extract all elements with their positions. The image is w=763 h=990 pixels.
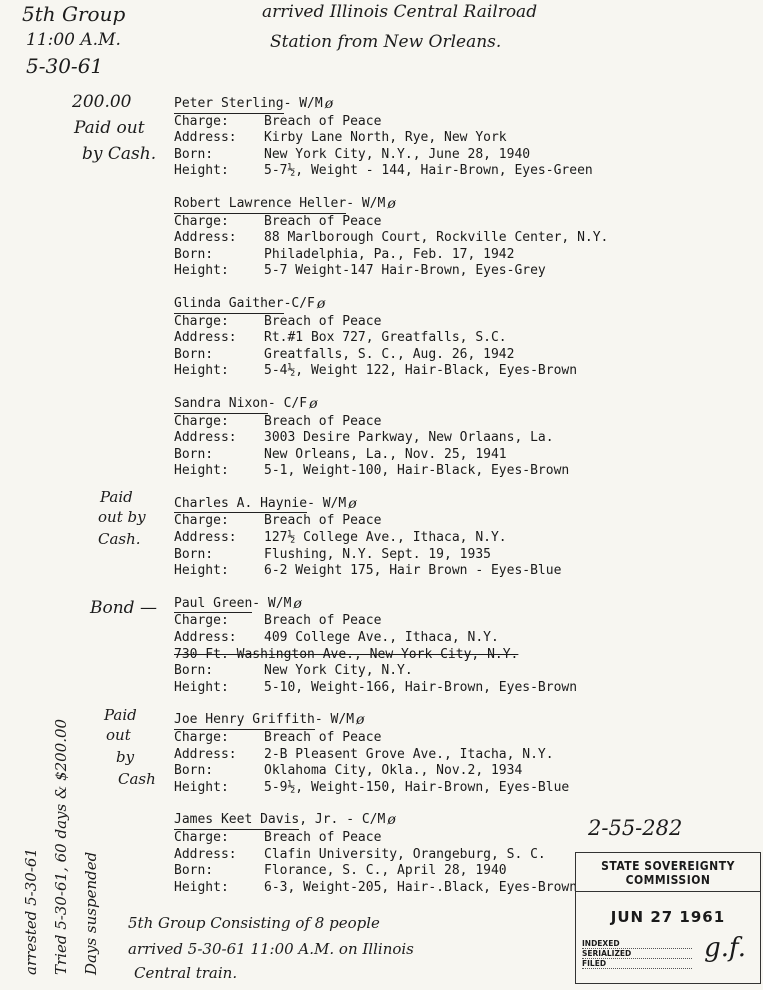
handwritten-date: 5-30-61 [26, 54, 104, 78]
record-gaither [174, 296, 674, 380]
footer-note-3: Central train. [134, 964, 238, 982]
record-charge: Breach of Peace [264, 613, 382, 629]
height-label: Height: [174, 363, 229, 379]
record-address-struck: 730 Ft. Washington Ave., New York City, N.Y. [174, 646, 519, 662]
record-born: New Orleans, La., Nov. 25, 1941 [264, 446, 507, 462]
record-sterling [174, 96, 674, 180]
record-born: New York City, N.Y. [264, 663, 413, 679]
note-griffith-by: by [116, 748, 135, 766]
height-label: Height: [174, 679, 229, 695]
born-label: Born: [174, 763, 214, 779]
file-number: 2-55-282 [588, 816, 683, 840]
record-race-sex: - C/F [267, 395, 308, 411]
record-address: Kirby Lane North, Rye, New York [264, 130, 507, 146]
record-mark: ø [356, 712, 365, 729]
note-haynie-paid: Paid [100, 488, 133, 506]
record-griffith [174, 712, 674, 796]
born-label: Born: [174, 346, 214, 362]
arrest-records [174, 96, 674, 912]
stamp-date: JUN 27 1961 [610, 908, 726, 926]
record-nixon [174, 396, 674, 480]
record-address: Rt.#1 Box 727, Greatfalls, S.C. [264, 330, 507, 346]
footer-note-1: 5th Group Consisting of 8 people [128, 914, 380, 932]
record-height: 6-2 Weight 175, Hair Brown - Eyes-Blue [264, 563, 562, 579]
charge-label: Charge: [174, 513, 229, 529]
charge-label: Charge: [174, 730, 229, 745]
record-born: Oklahoma City, Okla., Nov.2, 1934 [264, 763, 523, 779]
record-race-sex: - W/M [346, 195, 386, 211]
record-born: Florance, S. C., April 28, 1940 [264, 863, 507, 879]
record-address: 409 College Ave., Ithaca, N.Y. [264, 630, 499, 646]
charge-label: Charge: [174, 313, 229, 329]
charge-label: Charge: [174, 613, 229, 629]
height-label: Height: [174, 563, 229, 579]
note-green-bond: Bond — [90, 598, 157, 618]
record-name: Robert Lawrence Heller [174, 196, 346, 214]
note-griffith-out: out [106, 726, 131, 744]
charge-label: Charge: [174, 113, 229, 129]
record-born: New York City, N.Y., June 28, 1940 [264, 146, 531, 162]
record-mark: ø [387, 195, 396, 212]
record-name: Charles A. Haynie [174, 496, 307, 514]
stamp-initials: g.f. [704, 933, 746, 963]
address-label: Address: [174, 530, 237, 546]
commission-stamp [575, 852, 761, 984]
note-haynie-out: out by [98, 508, 146, 526]
born-label: Born: [174, 146, 214, 162]
stamp-fields [582, 939, 692, 969]
record-height: 5-1, Weight-100, Hair-Black, Eyes-Brown [264, 463, 570, 479]
note-griffith-cash: Cash [118, 770, 156, 788]
born-label: Born: [174, 446, 214, 462]
born-label: Born: [174, 246, 214, 262]
address-label: Address: [174, 846, 237, 862]
margin-tried: Tried 5-30-61, 60 days & $200.00 [52, 718, 70, 975]
record-height: 5-9½, Weight-150, Hair-Brown, Eyes-Blue [264, 779, 570, 795]
charge-label: Charge: [174, 213, 229, 229]
note-sterling-amount: 200.00 [72, 92, 132, 112]
record-height: 5-7 Weight-147 Hair-Brown, Eyes-Grey [264, 263, 546, 279]
note-haynie-cash: Cash. [98, 530, 141, 548]
record-race-sex: - W/M [314, 712, 355, 728]
record-height: 5-4½, Weight 122, Hair-Black, Eyes-Brown [264, 363, 578, 379]
record-mark: ø [316, 295, 326, 312]
footer-note-2: arrived 5-30-61 11:00 A.M. on Illinois [128, 940, 414, 958]
record-haynie [174, 496, 674, 580]
address-label: Address: [174, 230, 237, 246]
record-born: Greatfalls, S. C., Aug. 26, 1942 [264, 346, 515, 362]
record-name: Paul Green [174, 596, 252, 614]
record-born: Philadelphia, Pa., Feb. 17, 1942 [264, 246, 515, 262]
stamp-indexed: INDEXED [582, 939, 692, 949]
record-race-sex: , Jr. - C/M [299, 812, 386, 828]
note-sterling-paid: Paid out [74, 118, 145, 138]
address-label: Address: [174, 630, 237, 646]
record-height: 5-10, Weight-166, Hair-Brown, Eyes-Brown [264, 679, 578, 695]
charge-label: Charge: [174, 413, 229, 429]
record-born: Flushing, N.Y. Sept. 19, 1935 [264, 546, 491, 562]
born-label: Born: [174, 546, 214, 562]
height-label: Height: [174, 463, 229, 479]
margin-arrested: arrested 5-30-61 [22, 848, 40, 975]
record-name: Sandra Nixon [174, 396, 268, 414]
stamp-filed: FILED [582, 959, 692, 969]
address-label: Address: [174, 130, 237, 146]
record-charge: Breach of Peace [264, 213, 382, 229]
record-name: Peter Sterling [174, 96, 284, 114]
record-name: Joe Henry Griffith [174, 712, 315, 730]
record-address: Clafin University, Orangeburg, S. C. [264, 846, 546, 862]
record-address: 2-B Pleasent Grove Ave., Itacha, N.Y. [264, 746, 554, 762]
record-mark: ø [348, 495, 357, 512]
record-address: 3003 Desire Parkway, New Orlaans, La. [264, 430, 554, 446]
record-charge: Breach of Peace [264, 730, 382, 745]
handwritten-header-note-2: Station from New Orleans. [270, 32, 502, 52]
height-label: Height: [174, 779, 229, 795]
height-label: Height: [174, 163, 229, 179]
address-label: Address: [174, 430, 237, 446]
stamp-serialized: SERIALIZED [582, 949, 692, 959]
record-height: 6-3, Weight-205, Hair-.Black, Eyes-Brown [264, 879, 578, 895]
record-race-sex: - W/M [252, 595, 292, 611]
handwritten-time: 11:00 A.M. [26, 30, 121, 50]
note-griffith-paid: Paid [104, 706, 137, 724]
handwritten-group: 5th Group [22, 2, 126, 26]
record-green [174, 596, 674, 697]
record-address: 88 Marlborough Court, Rockville Center, N.Y. [264, 230, 609, 246]
record-race-sex: - W/M [283, 96, 323, 111]
charge-label: Charge: [174, 829, 229, 845]
record-name: Glinda Gaither [174, 296, 284, 314]
handwritten-header-note-1: arrived Illinois Central Railroad [262, 2, 538, 22]
note-sterling-cash: by Cash. [82, 144, 157, 164]
born-label: Born: [174, 863, 214, 879]
record-race-sex: - W/M [307, 495, 347, 511]
record-charge: Breach of Peace [264, 113, 382, 129]
record-name: James Keet Davis [174, 812, 299, 830]
record-mark: ø [309, 395, 318, 412]
record-heller [174, 196, 674, 280]
record-charge: Breach of Peace [264, 829, 382, 845]
record-mark: ø [293, 595, 302, 612]
record-charge: Breach of Peace [264, 313, 382, 329]
born-label: Born: [174, 663, 214, 679]
height-label: Height: [174, 263, 229, 279]
margin-suspended: Days suspended [82, 851, 100, 975]
height-label: Height: [174, 879, 229, 895]
address-label: Address: [174, 330, 237, 346]
stamp-title: STATE SOVEREIGNTY COMMISSION [576, 853, 760, 892]
record-charge: Breach of Peace [264, 513, 382, 529]
record-address: 127½ College Ave., Ithaca, N.Y. [264, 530, 507, 546]
record-mark: ø [324, 96, 334, 112]
record-race-sex: -C/F [283, 295, 315, 311]
record-charge: Breach of Peace [264, 413, 382, 429]
address-label: Address: [174, 746, 237, 762]
record-mark: ø [387, 812, 396, 829]
record-height: 5-7½, Weight - 144, Hair-Brown, Eyes-Green [264, 163, 593, 179]
